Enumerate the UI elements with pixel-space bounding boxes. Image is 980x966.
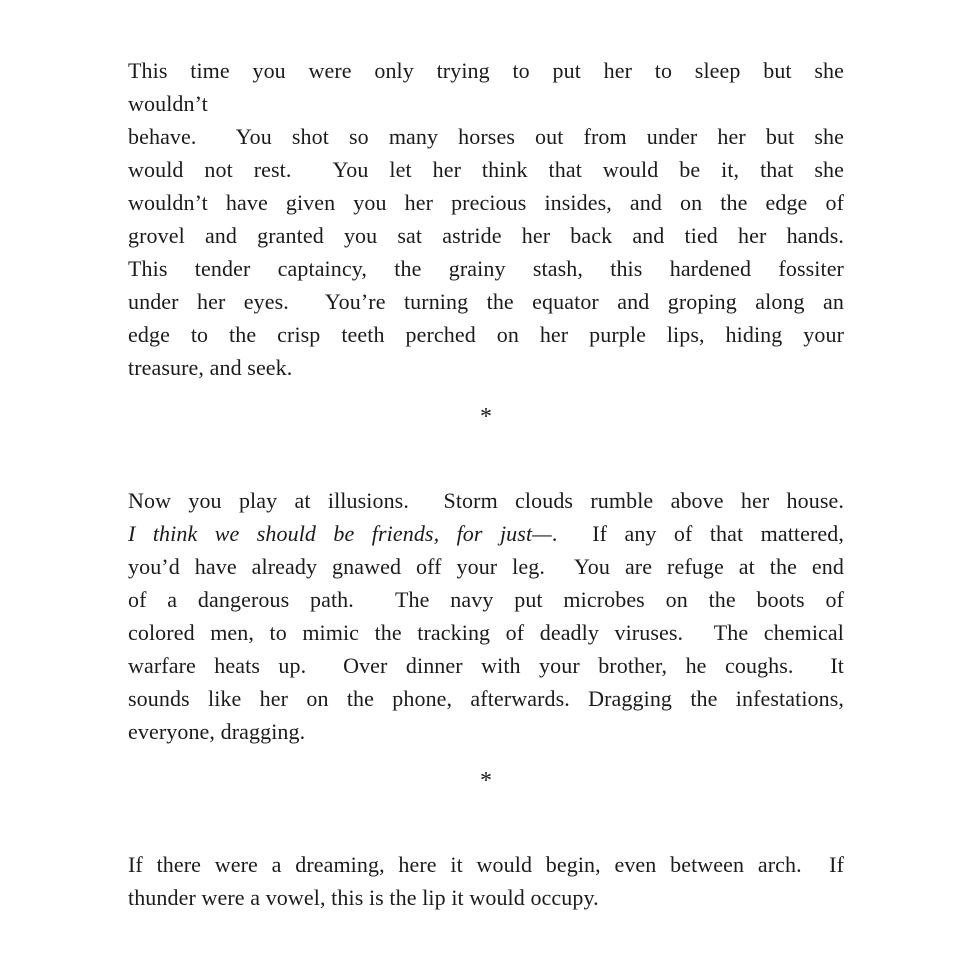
italic-text-segment: I think we should be friends, for just—: [128, 521, 552, 546]
text-line: [128, 848, 844, 881]
text-segment: edge to the crisp teeth perched on her purple lips, hiding your: [128, 322, 844, 347]
text-segment: . If any of that mattered,: [551, 521, 844, 546]
paragraph: [128, 54, 844, 384]
text-segment: of a dangerous path. The navy put microbes on the boots of: [128, 587, 844, 612]
text-line: [128, 616, 844, 649]
text-segment: under her eyes. You’re turning the equator and groping along an: [128, 289, 844, 314]
text-segment: colored men, to mimic the tracking of deadly viruses. The chemical: [128, 620, 844, 645]
text-segment: grovel and granted you sat astride her back and tied her hands.: [128, 223, 844, 248]
text-segment: This time you were only trying to put her to sleep but she: [128, 58, 844, 83]
text-line: [128, 583, 844, 616]
text-segment: would not rest. You let her think that would be it, that she: [128, 157, 844, 182]
text-line: [128, 186, 844, 219]
text-line: [128, 285, 844, 318]
text-line: [128, 153, 844, 186]
text-segment: This tender captaincy, the grainy stash, this hardened fossiter: [128, 256, 844, 281]
text-line: [128, 351, 844, 384]
text-line: [128, 252, 844, 285]
text-segment: treasure, and seek.: [128, 355, 293, 380]
text-segment: sounds like her on the phone, afterwards. Dragging the infestations,: [128, 686, 844, 711]
text-line: [128, 649, 844, 682]
text-line: [128, 881, 844, 914]
paragraph: [128, 848, 844, 914]
text-segment: behave. You shot so many horses out from under her but she: [128, 124, 844, 149]
text-segment: wouldn’t: [128, 91, 208, 116]
text-segment: wouldn’t have given you her precious insides, and on the edge of: [128, 190, 844, 215]
text-block: [128, 54, 844, 914]
text-segment: everyone, dragging.: [128, 719, 306, 744]
text-line: [128, 120, 844, 153]
text-line: [128, 715, 844, 748]
text-segment: warfare heats up. Over dinner with your brother, he coughs. It: [128, 653, 844, 678]
text-line: [128, 682, 844, 715]
text-segment: you’d have already gnawed off your leg. You are refuge at the end: [128, 554, 844, 579]
text-line: [128, 219, 844, 252]
text-line: [128, 550, 844, 583]
text-line: [128, 87, 844, 120]
paragraph: [128, 484, 844, 748]
text-segment: Now you play at illusions. Storm clouds rumble above her house.: [128, 488, 844, 513]
text-line: [128, 484, 844, 517]
text-segment: thunder were a vowel, this is the lip it would occupy.: [128, 885, 599, 910]
section-separator: *: [479, 404, 493, 430]
text-line: [128, 318, 844, 351]
text-line: [128, 517, 844, 550]
section-separator: *: [479, 768, 493, 794]
text-segment: If there were a dreaming, here it would begin, even between arch. If: [128, 852, 844, 877]
text-line: [128, 54, 844, 87]
